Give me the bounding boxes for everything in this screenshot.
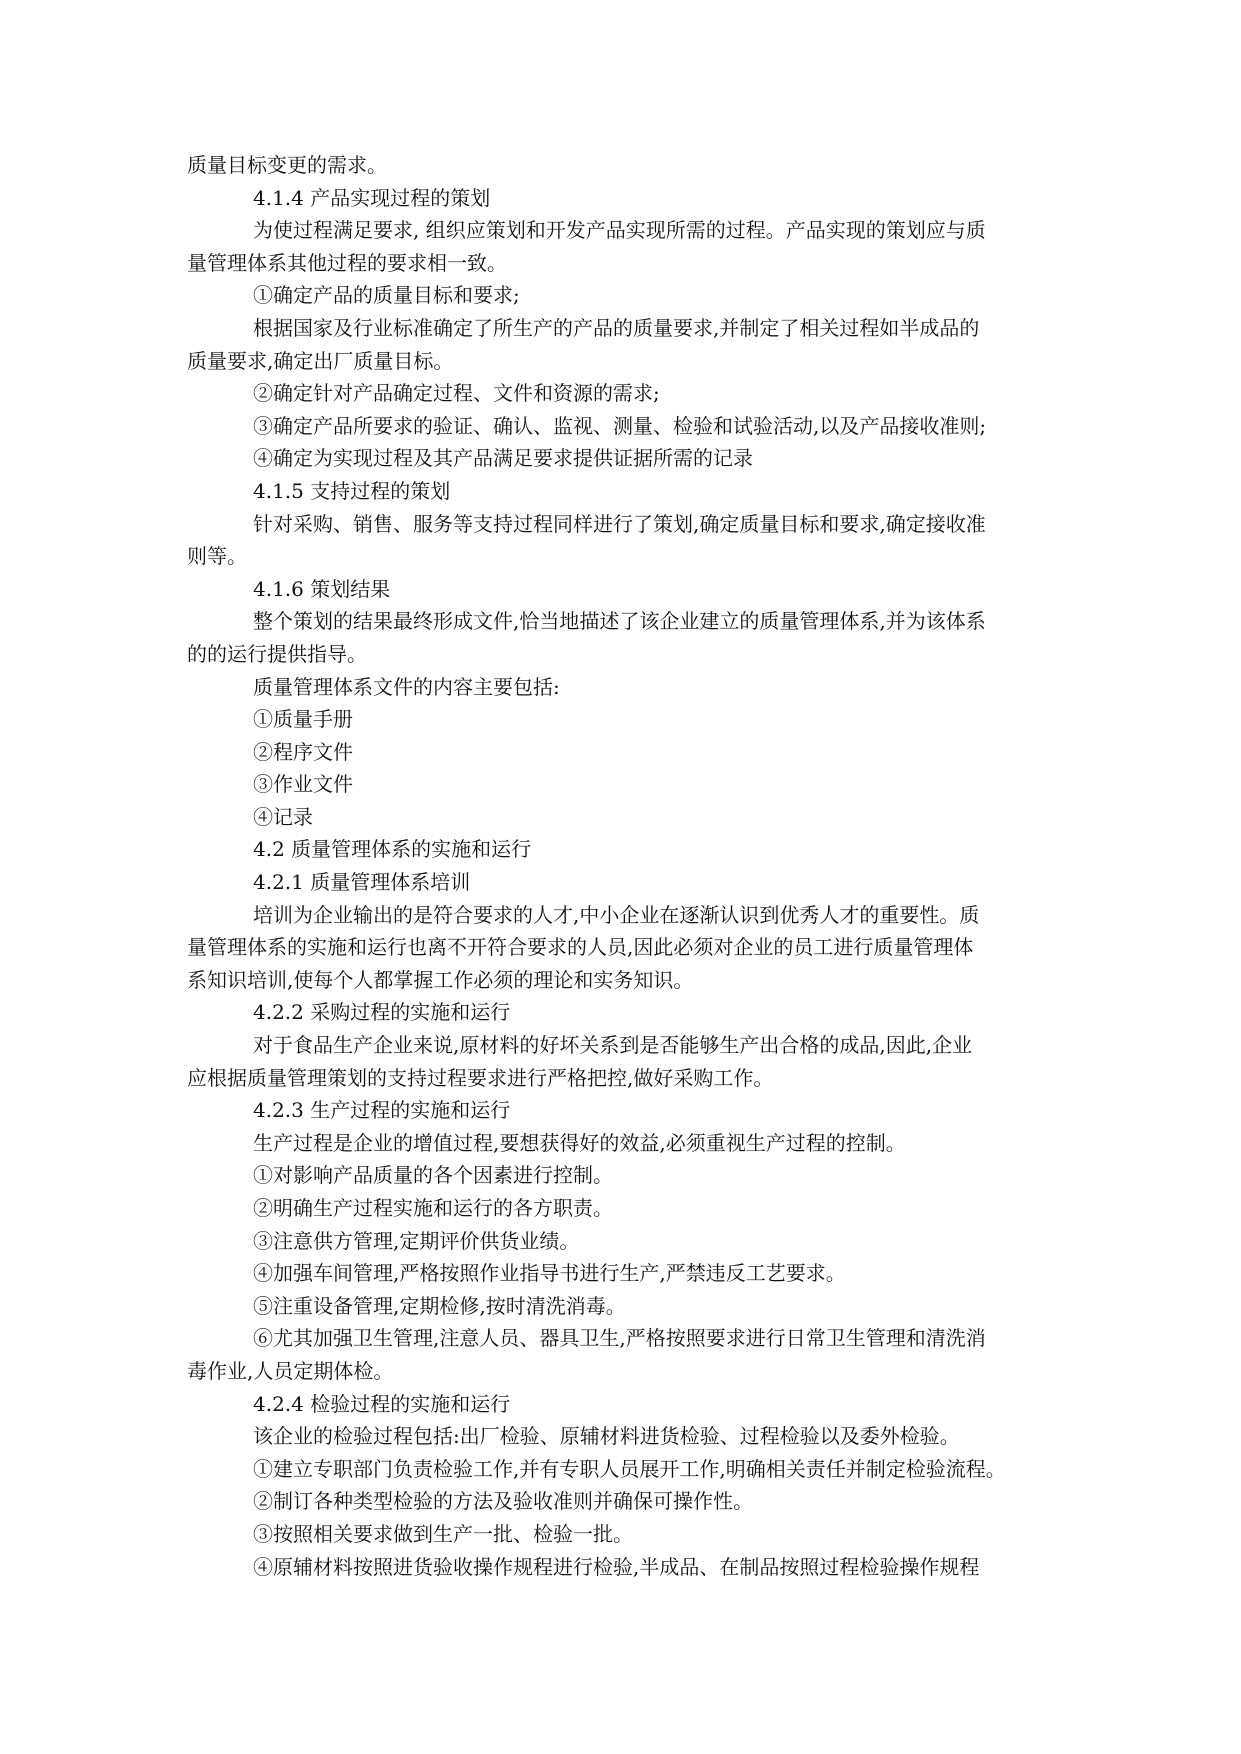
text-line: ④确定为实现过程及其产品满足要求提供证据所需的记录 <box>253 446 753 471</box>
text-line: ①质量手册 <box>253 707 353 732</box>
text-line: ③作业文件 <box>253 772 353 797</box>
text-line: ③确定产品所要求的验证、确认、监视、测量、检验和试验活动,以及产品接收准则; <box>253 413 987 438</box>
text-line: 该企业的检验过程包括:出厂检验、原辅材料进货检验、过程检验以及委外检验。 <box>253 1424 960 1449</box>
text-line: ④加强车间管理,严格按照作业指导书进行生产,严禁违反工艺要求。 <box>253 1261 846 1286</box>
text-line: 生产过程是企业的增值过程,要想获得好的效益,必须重视生产过程的控制。 <box>253 1130 906 1155</box>
text-line: 根据国家及行业标准确定了所生产的产品的质量要求,并制定了相关过程如半成品的 <box>253 315 980 340</box>
text-line: ②确定针对产品确定过程、文件和资源的需求; <box>253 381 660 406</box>
text-line: 4.2 质量管理体系的实施和运行 <box>253 837 532 862</box>
text-line: 质量要求,确定出厂质量目标。 <box>187 348 454 373</box>
text-line: ④记录 <box>253 804 313 829</box>
text-line: ③按照相关要求做到生产一批、检验一批。 <box>253 1521 633 1546</box>
text-line: ②制订各种类型检验的方法及验收准则并确保可操作性。 <box>253 1489 753 1514</box>
text-line: ②明确生产过程实施和运行的各方职责。 <box>253 1196 613 1220</box>
text-line: 4.2.1 质量管理体系培训 <box>253 870 471 895</box>
text-line: 的的运行提供指导。 <box>187 641 367 666</box>
text-line: 针对采购、销售、服务等支持过程同样进行了策划,确定质量目标和要求,确定接收准 <box>253 511 986 536</box>
text-line: 质量管理体系文件的内容主要包括: <box>253 674 560 699</box>
text-line: 4.2.2 采购过程的实施和运行 <box>253 1000 511 1025</box>
text-line: 量管理体系其他过程的要求相一致。 <box>187 250 507 275</box>
text-line: 质量目标变更的需求。 <box>187 153 387 177</box>
text-line: ①建立专职部门负责检验工作,并有专职人员展开工作,明确相关责任并制定检验流程。 <box>253 1456 1006 1481</box>
text-line: 对于食品生产企业来说,原材料的好坏关系到是否能够生产出合格的成品,因此,企业 <box>253 1033 973 1058</box>
text-line: 量管理体系的实施和运行也离不开符合要求的人员,因此必须对企业的员工进行质量管理体 <box>187 935 974 960</box>
text-line: ⑥尤其加强卫生管理,注意人员、器具卫生,严格按照要求进行日常卫生管理和清洗消 <box>253 1326 986 1351</box>
text-line: 毒作业,人员定期体检。 <box>187 1358 394 1383</box>
text-line: 4.1.6 策划结果 <box>253 576 391 601</box>
text-line: ③注意供方管理,定期评价供货业绩。 <box>253 1228 580 1253</box>
document-body <box>187 149 1053 1583</box>
text-line: 培训为企业输出的是符合要求的人才,中小企业在逐渐认识到优秀人才的重要性。质 <box>253 902 980 927</box>
text-line: ⑤注重设备管理,定期检修,按时清洗消毒。 <box>253 1293 626 1318</box>
text-line: ②程序文件 <box>253 739 353 764</box>
text-line: 系知识培训,使每个人都掌握工作必须的理论和实务知识。 <box>187 967 694 992</box>
text-line: 4.2.3 生产过程的实施和运行 <box>253 1098 511 1123</box>
text-line: ①确定产品的质量目标和要求; <box>253 283 520 308</box>
text-line: 整个策划的结果最终形成文件,恰当地描述了该企业建立的质量管理体系,并为该体系 <box>253 609 986 634</box>
text-line: 为使过程满足要求, 组织应策划和开发产品实现所需的过程。产品实现的策划应与质 <box>253 218 986 243</box>
text-line: ①对影响产品质量的各个因素进行控制。 <box>253 1163 613 1188</box>
text-line: 4.2.4 检验过程的实施和运行 <box>253 1391 511 1416</box>
text-line: ④原辅材料按照进货验收操作规程进行检验,半成品、在制品按照过程检验操作规程 <box>253 1554 980 1579</box>
text-line: 则等。 <box>187 544 247 569</box>
text-line: 4.1.5 支持过程的策划 <box>253 478 451 503</box>
text-line: 应根据质量管理策划的支持过程要求进行严格把控,做好采购工作。 <box>187 1065 774 1090</box>
text-line: 4.1.4 产品实现过程的策划 <box>253 185 491 210</box>
